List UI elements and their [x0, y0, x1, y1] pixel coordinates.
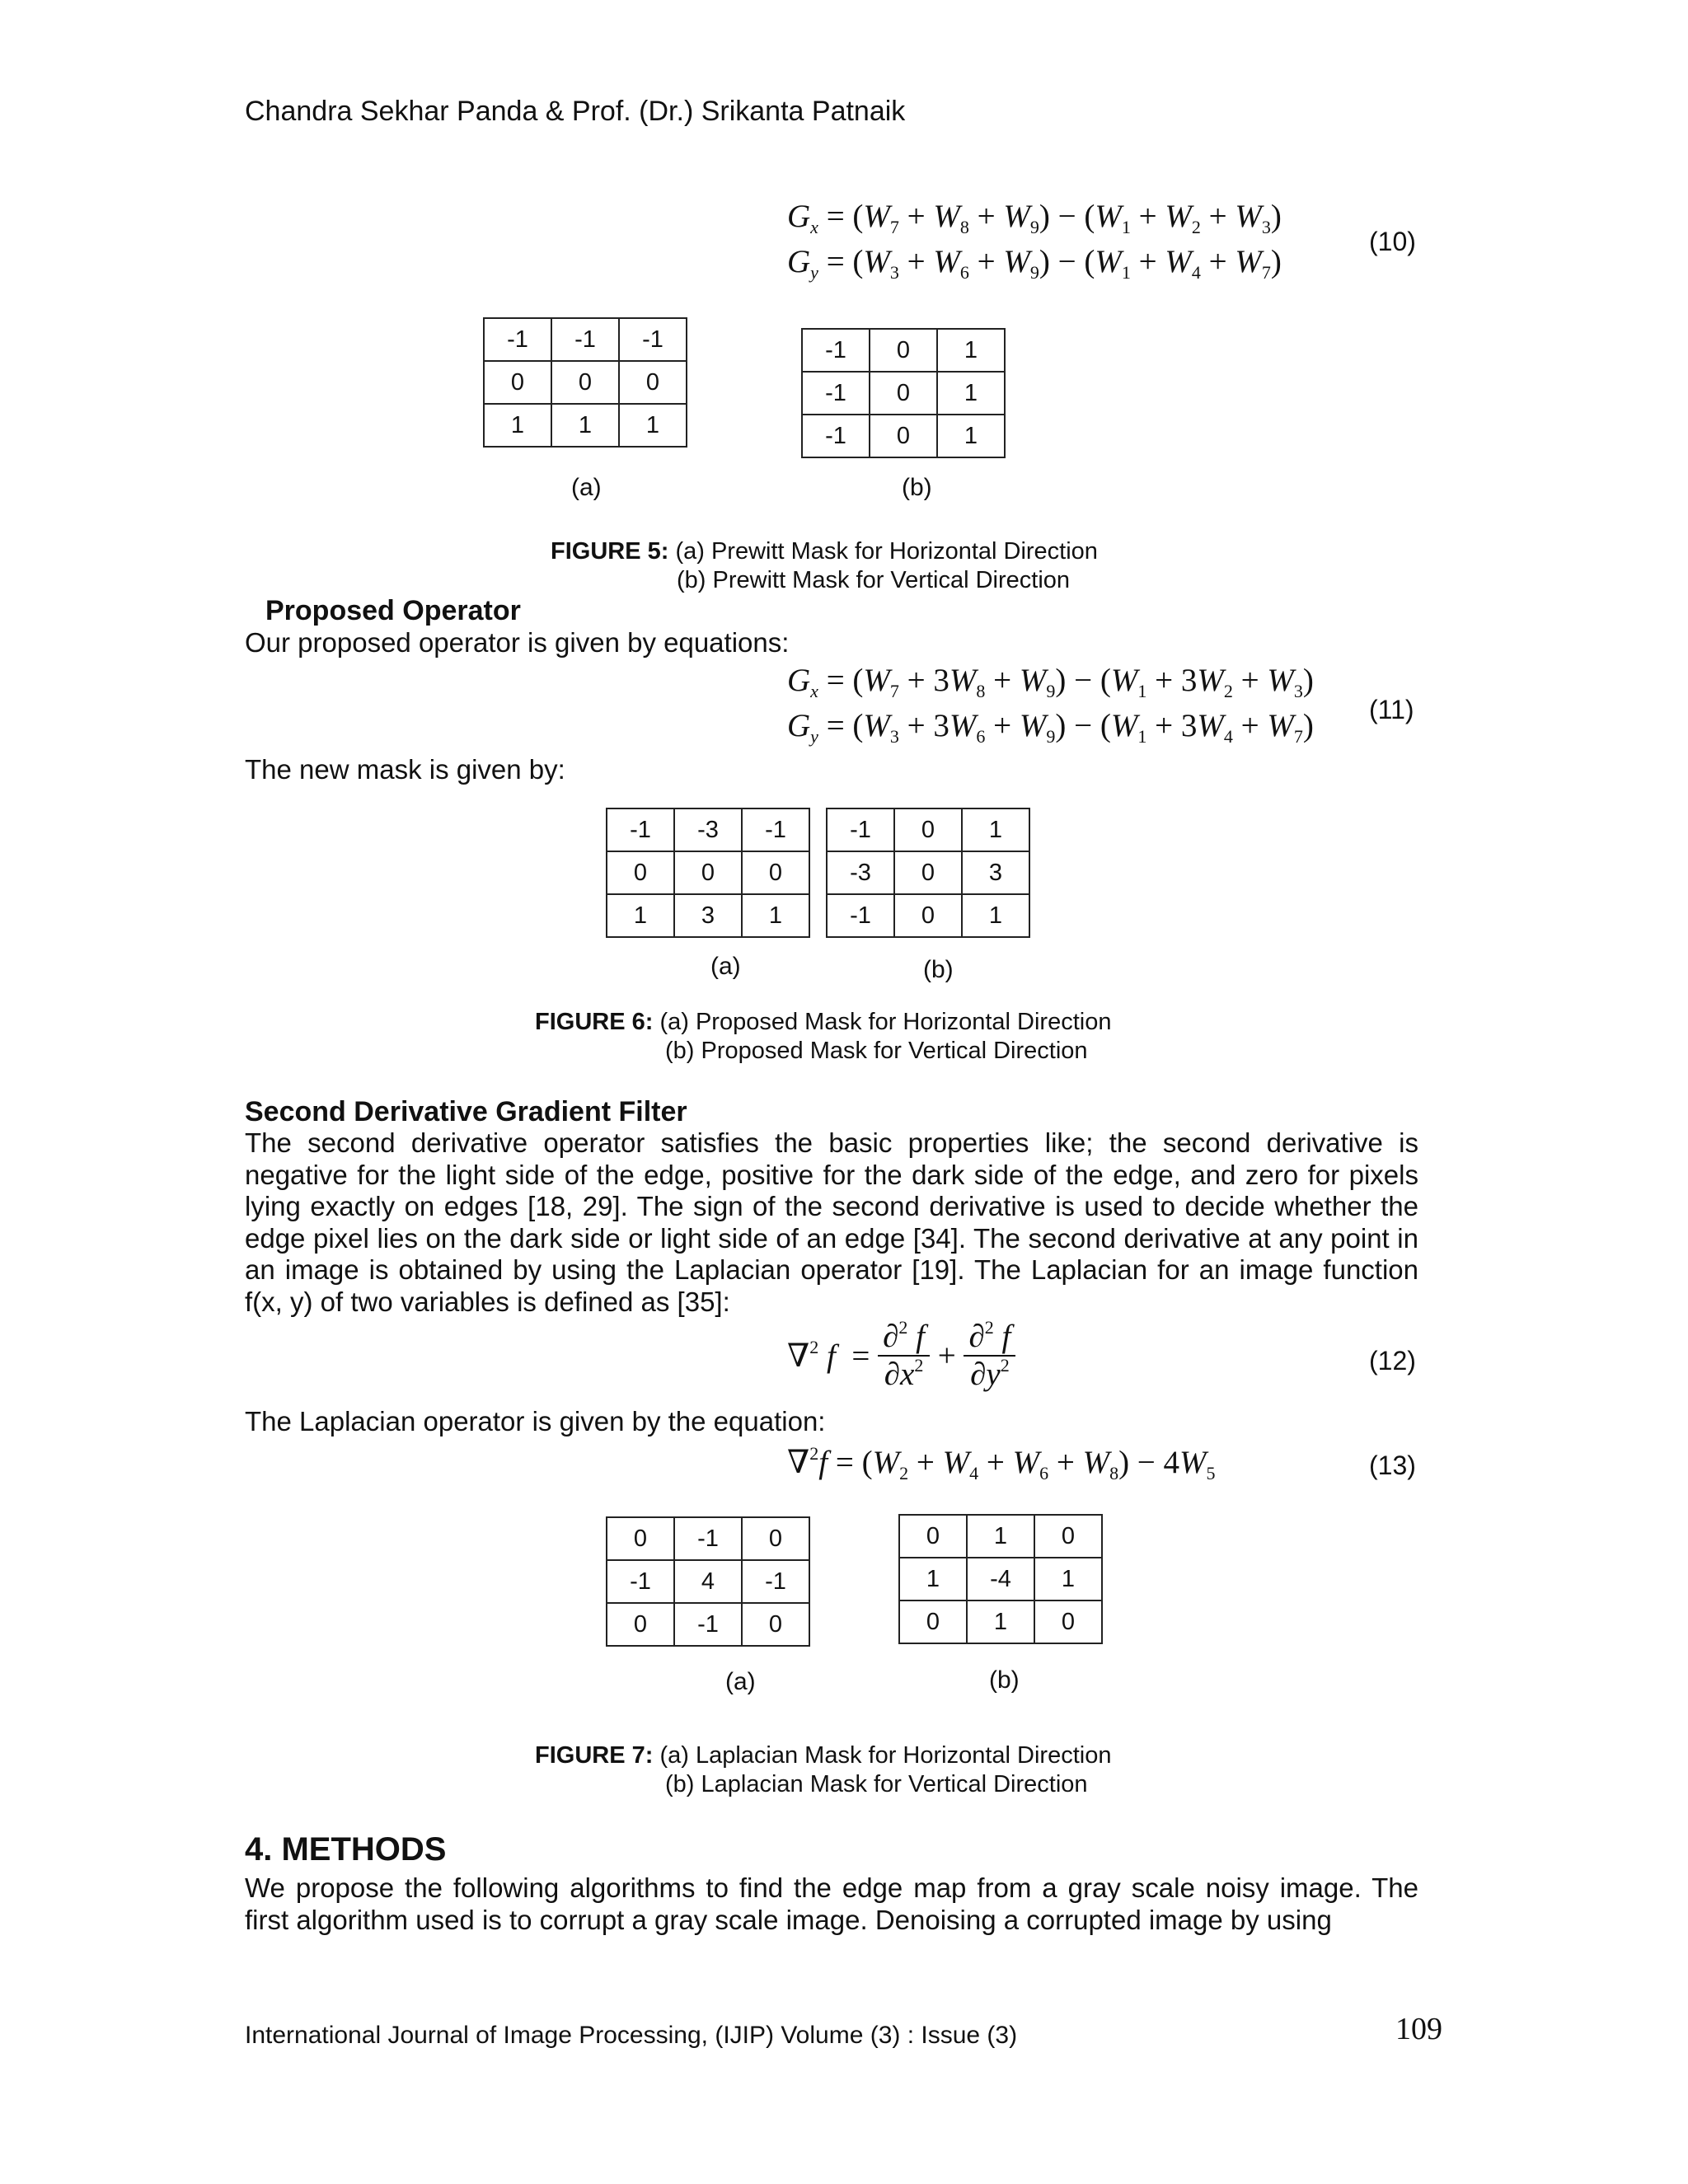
figure-7-caption-label: FIGURE 7:: [535, 1742, 654, 1769]
second-derivative-paragraph: The second derivative operator satisfies the basic properties like; the second derivative is negative for the light side of the edge, positive for the dark side of the edge, and zero for pixels lying exactly on edges [18, 29]. The sign of the second derivative is used to decide whether the edge pixel lies on the dark side or light side of an edge [34]. The second derivative at any point in an image is obtained by using the Laplacian operator [19]. The Laplacian for an image function f(x, y) of two variables is defined as [35]:: [245, 1127, 1418, 1317]
mask-cell: -4: [967, 1558, 1034, 1601]
figure-6-caption-line1: (a) Proposed Mask for Horizontal Direction: [659, 1009, 1112, 1035]
mask-cell: 0: [894, 808, 962, 851]
proposed-operator-heading: Proposed Operator: [265, 595, 521, 626]
mask-cell: 1: [962, 808, 1029, 851]
mask-cell: 0: [607, 1603, 674, 1646]
mask-cell: 1: [967, 1601, 1034, 1643]
mask-row: [899, 1515, 1102, 1558]
running-header: Chandra Sekhar Panda & Prof. (Dr.) Srikanta Patnaik: [245, 96, 906, 127]
mask-cell: 0: [674, 851, 742, 894]
mask-cell: 0: [870, 415, 937, 457]
mask-cell: -3: [674, 808, 742, 851]
mask-row: [899, 1601, 1102, 1643]
mask-row: [484, 404, 687, 447]
figure-5-label-a: (a): [571, 474, 602, 501]
mask-row: [607, 1603, 809, 1646]
equation-11-gy: $G_y = (W_3 + 3W_6 + W_9) - (W_1 + 3W_4 + W_7)$: [787, 708, 1314, 747]
mask-cell: -1: [484, 318, 551, 361]
mask-cell: 0: [870, 372, 937, 415]
mask-cell: 1: [962, 894, 1029, 937]
mask-cell: 0: [742, 851, 809, 894]
methods-paragraph: We propose the following algorithms to find the edge map from a gray scale noisy image. The first algorithm used is to corrupt a gray scale image. Denoising a corrupted image by using: [245, 1872, 1418, 1935]
mask-cell: 0: [899, 1515, 967, 1558]
equation-10-gy: $G_y = (W_3 + W_6 + W_9) - (W_1 + W_4 + W_7)$: [787, 244, 1282, 283]
mask-cell: 1: [937, 372, 1005, 415]
laplacian-horizontal-mask: [606, 1516, 810, 1647]
figure-7-label-b: (b): [989, 1666, 1020, 1694]
equation-10-gx: $G_x = (W_7 + W_8 + W_9) - (W_1 + W_2 + W_3)$: [787, 199, 1282, 237]
laplacian-vertical-mask: [898, 1514, 1103, 1644]
mask-cell: -1: [607, 1560, 674, 1603]
mask-cell: -1: [742, 1560, 809, 1603]
laplacian-intro-text: The Laplacian operator is given by the equation:: [245, 1406, 826, 1436]
figure-5-caption: [551, 537, 1098, 566]
mask-row: [484, 361, 687, 404]
figure-6-caption-label: FIGURE 6:: [535, 1009, 654, 1035]
mask-cell: 1: [742, 894, 809, 937]
figure-5-caption-line2: (b) Prewitt Mask for Vertical Direction: [677, 567, 1071, 593]
mask-cell: 1: [1034, 1558, 1102, 1601]
mask-cell: -1: [674, 1517, 742, 1560]
mask-cell: -1: [607, 808, 674, 851]
mask-cell: 1: [967, 1515, 1034, 1558]
mask-row: [802, 372, 1005, 415]
mask-cell: 3: [962, 851, 1029, 894]
mask-cell: 1: [937, 415, 1005, 457]
mask-cell: 1: [607, 894, 674, 937]
figure-7-caption: [535, 1741, 1111, 1770]
mask-cell: -1: [827, 808, 894, 851]
mask-cell: -1: [827, 894, 894, 937]
proposed-vertical-mask: [826, 808, 1030, 938]
mask-cell: -1: [619, 318, 687, 361]
mask-row: [607, 851, 809, 894]
page-number: 109: [1395, 2012, 1442, 2046]
mask-row: [827, 894, 1029, 937]
methods-heading: 4. METHODS: [245, 1831, 447, 1868]
mask-cell: 1: [484, 404, 551, 447]
figure-7-caption-line1: (a) Laplacian Mask for Horizontal Direction: [659, 1742, 1112, 1769]
equation-11-number: (11): [1369, 695, 1414, 724]
mask-cell: 0: [870, 329, 937, 372]
mask-cell: 0: [607, 851, 674, 894]
equation-13-number: (13): [1369, 1451, 1416, 1480]
figure-6-label-b: (b): [923, 956, 954, 983]
mask-cell: 0: [894, 851, 962, 894]
mask-row: [607, 1517, 809, 1560]
mask-row: [484, 318, 687, 361]
mask-cell: 0: [742, 1517, 809, 1560]
mask-cell: -1: [802, 372, 870, 415]
figure-6-caption: [535, 1008, 1111, 1037]
figure-5-label-b: (b): [902, 474, 932, 501]
prewitt-horizontal-mask: [483, 317, 687, 448]
figure-7-caption-line2: (b) Laplacian Mask for Vertical Direction: [665, 1771, 1088, 1797]
mask-cell: -1: [802, 329, 870, 372]
mask-cell: 1: [551, 404, 619, 447]
second-derivative-heading: Second Derivative Gradient Filter: [245, 1096, 687, 1127]
mask-cell: -1: [802, 415, 870, 457]
mask-cell: 0: [607, 1517, 674, 1560]
mask-row: [607, 808, 809, 851]
equation-12: ∇$^2$ f = $\frac{\partial^2 f}{\partial x^2}$ + $\frac{\partial^2 f}{\partial y^2}$: [787, 1319, 1015, 1393]
mask-row: [827, 851, 1029, 894]
mask-row: [607, 1560, 809, 1603]
proposed-horizontal-mask: [606, 808, 810, 938]
mask-cell: -1: [551, 318, 619, 361]
mask-cell: 0: [484, 361, 551, 404]
mask-row: [802, 329, 1005, 372]
equation-12-number: (12): [1369, 1346, 1416, 1376]
figure-7-label-a: (a): [725, 1668, 756, 1695]
mask-cell: 0: [1034, 1515, 1102, 1558]
mask-cell: -1: [674, 1603, 742, 1646]
mask-cell: 0: [742, 1603, 809, 1646]
equation-13: $\nabla^2f = (W_2 + W_4 + W_6 + W_8) - 4W_5$: [787, 1443, 1216, 1483]
prewitt-vertical-mask: [801, 328, 1006, 458]
proposed-operator-intro: Our proposed operator is given by equations:: [245, 627, 790, 658]
mask-cell: 0: [894, 894, 962, 937]
mask-cell: 0: [619, 361, 687, 404]
mask-cell: 4: [674, 1560, 742, 1603]
mask-cell: 1: [937, 329, 1005, 372]
mask-cell: 0: [551, 361, 619, 404]
figure-6-caption-line2: (b) Proposed Mask for Vertical Direction: [665, 1038, 1088, 1064]
new-mask-text: The new mask is given by:: [245, 754, 565, 785]
mask-cell: 0: [1034, 1601, 1102, 1643]
figure-5-caption-label: FIGURE 5:: [551, 538, 669, 565]
mask-cell: 1: [899, 1558, 967, 1601]
figure-5-caption-line1: (a) Prewitt Mask for Horizontal Direction: [675, 538, 1098, 565]
mask-cell: -1: [742, 808, 809, 851]
figure-6-label-a: (a): [710, 953, 741, 980]
mask-cell: 0: [899, 1601, 967, 1643]
mask-row: [802, 415, 1005, 457]
mask-cell: 3: [674, 894, 742, 937]
mask-row: [899, 1558, 1102, 1601]
equation-11-gx: $G_x = (W_7 + 3W_8 + W_9) - (W_1 + 3W_2 + W_3)$: [787, 663, 1314, 701]
equation-10-number: (10): [1369, 227, 1416, 256]
mask-cell: 1: [619, 404, 687, 447]
mask-row: [607, 894, 809, 937]
mask-row: [827, 808, 1029, 851]
mask-cell: -3: [827, 851, 894, 894]
footer-journal: International Journal of Image Processing, (IJIP) Volume (3) : Issue (3): [245, 2022, 1018, 2049]
